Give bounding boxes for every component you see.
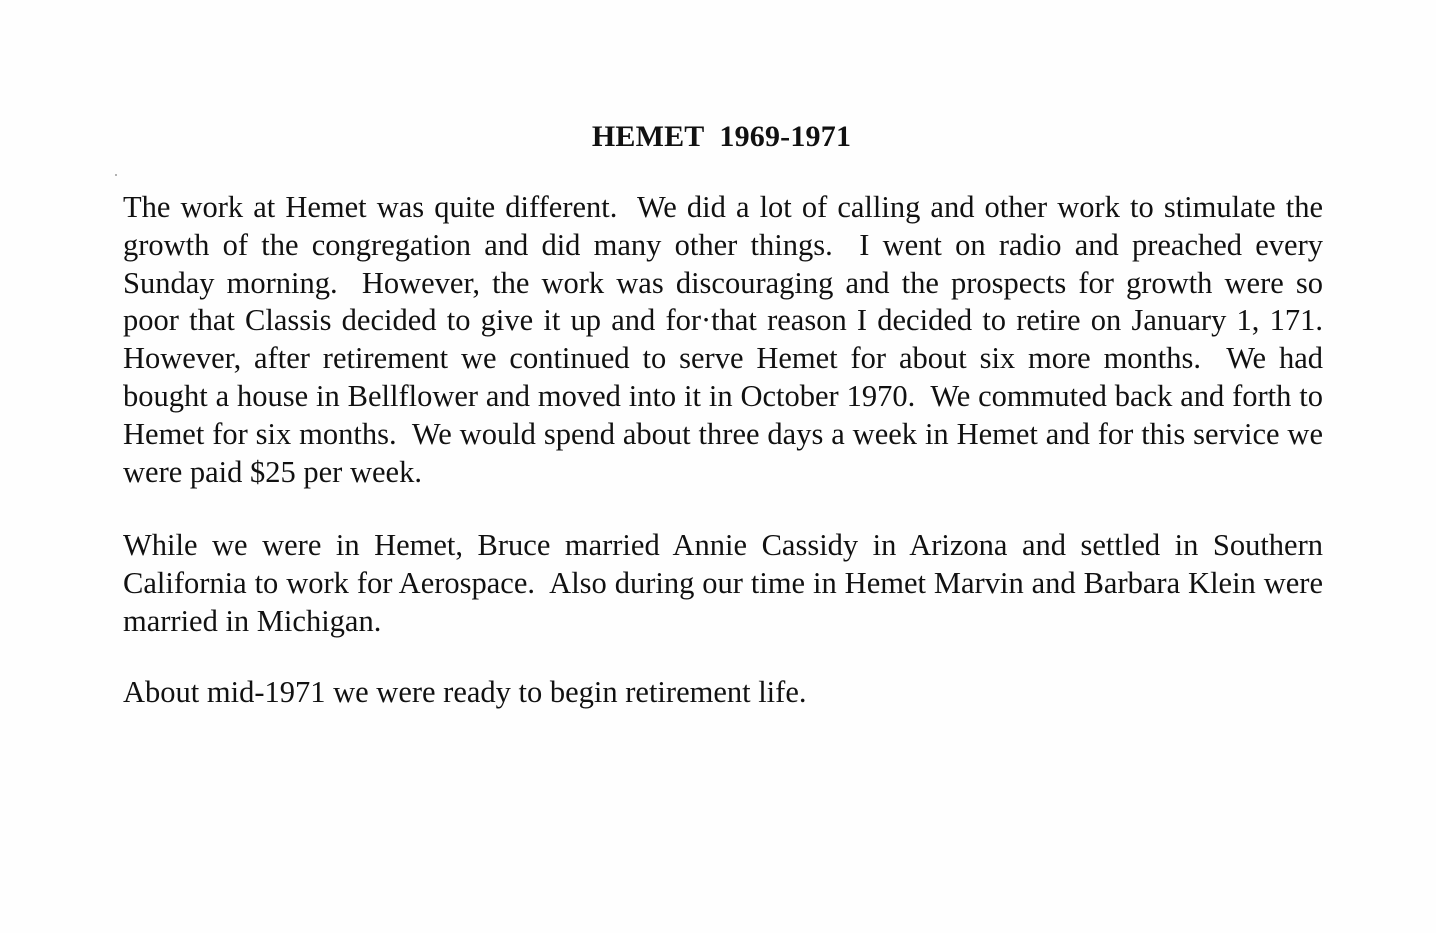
page-title: HEMET 1969-1971 (591, 120, 852, 153)
paragraph-work-at-hemet: The work at Hemet was quite different. We did a lot of calling and other work to stimulate the growth of the congregation and did many other things. I went on radio and preached every Sunday morning. However, the work was discouraging and the prospects for growth were so poor that Classis decided to give it up and for·that reason I decided to retire on January 1, 171. However, after retirement we continued to serve Hemet for about six more months. We had bought a house in Bellflower and moved into it in October 1970. We commuted back and forth to Hemet for six months. We would spend about three days a week in Hemet and for this service we were paid $25 per week. (123, 190, 1339, 489)
paragraph-retirement: About mid-1971 we were ready to begin retirement life. (123, 675, 807, 709)
paragraph-family-news: While we were in Hemet, Bruce married Annie Cassidy in Arizona and settled in Southern California to work for Aerospace. Also during our time in Hemet Marvin and Barbara Klein were married in Michigan. (123, 528, 1331, 638)
scan-speck (115, 174, 117, 176)
